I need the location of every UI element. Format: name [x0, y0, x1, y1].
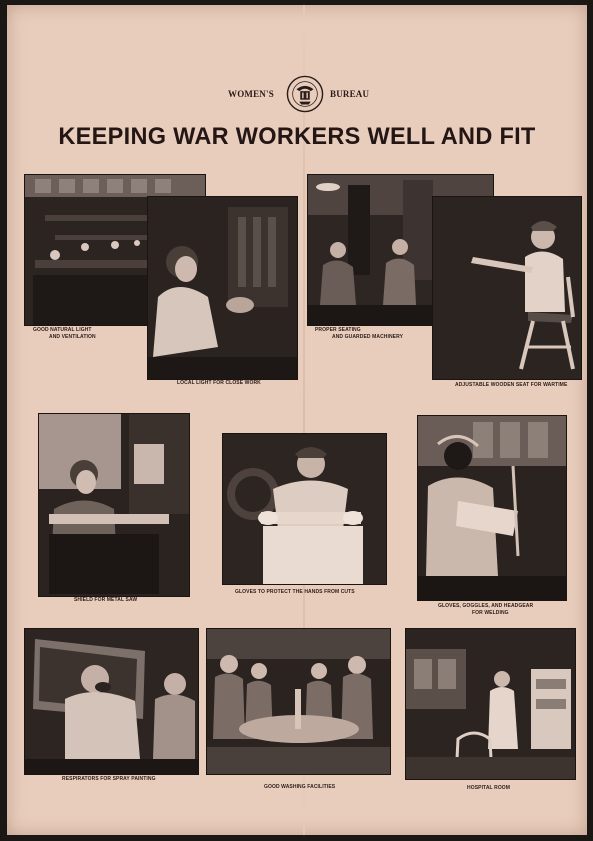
caption-washing: GOOD WASHING FACILITIES — [264, 784, 336, 790]
photo-metal-saw — [38, 413, 190, 597]
caption-natural-light-2: AND VENTILATION — [49, 334, 96, 340]
caption-proper-seating-1: PROPER SEATING — [315, 327, 361, 333]
photo-local-light — [147, 196, 298, 380]
header-womens: WOMEN'S — [228, 89, 274, 99]
poster-header — [7, 75, 587, 115]
photo-respirators — [24, 628, 199, 775]
photo-wooden-seat — [432, 196, 582, 380]
caption-gloves: GLOVES TO PROTECT THE HANDS FROM CUTS — [235, 589, 355, 595]
caption-wooden-seat: ADJUSTABLE WOODEN SEAT FOR WARTIME — [455, 382, 568, 388]
photo-washing — [206, 628, 391, 775]
poster-title: KEEPING WAR WORKERS WELL AND FIT — [58, 123, 536, 150]
department-of-labor-seal-icon — [286, 75, 324, 113]
poster — [7, 5, 587, 835]
caption-local-light: LOCAL LIGHT FOR CLOSE WORK — [177, 380, 261, 386]
caption-welding-2: FOR WELDING — [472, 610, 509, 616]
caption-welding-1: GLOVES, GOGGLES, AND HEADGEAR — [438, 603, 534, 609]
caption-proper-seating-2: AND GUARDED MACHINERY — [332, 334, 404, 340]
photo-welding — [417, 415, 567, 601]
photo-hospital — [405, 628, 576, 780]
header-bureau: BUREAU — [330, 89, 370, 99]
caption-respirators: RESPIRATORS FOR SPRAY PAINTING — [62, 776, 156, 782]
photo-gloves — [222, 433, 387, 585]
caption-hospital: HOSPITAL ROOM — [467, 785, 511, 791]
caption-metal-saw: SHIELD FOR METAL SAW — [74, 597, 138, 603]
caption-natural-light-1: GOOD NATURAL LIGHT — [33, 327, 92, 333]
